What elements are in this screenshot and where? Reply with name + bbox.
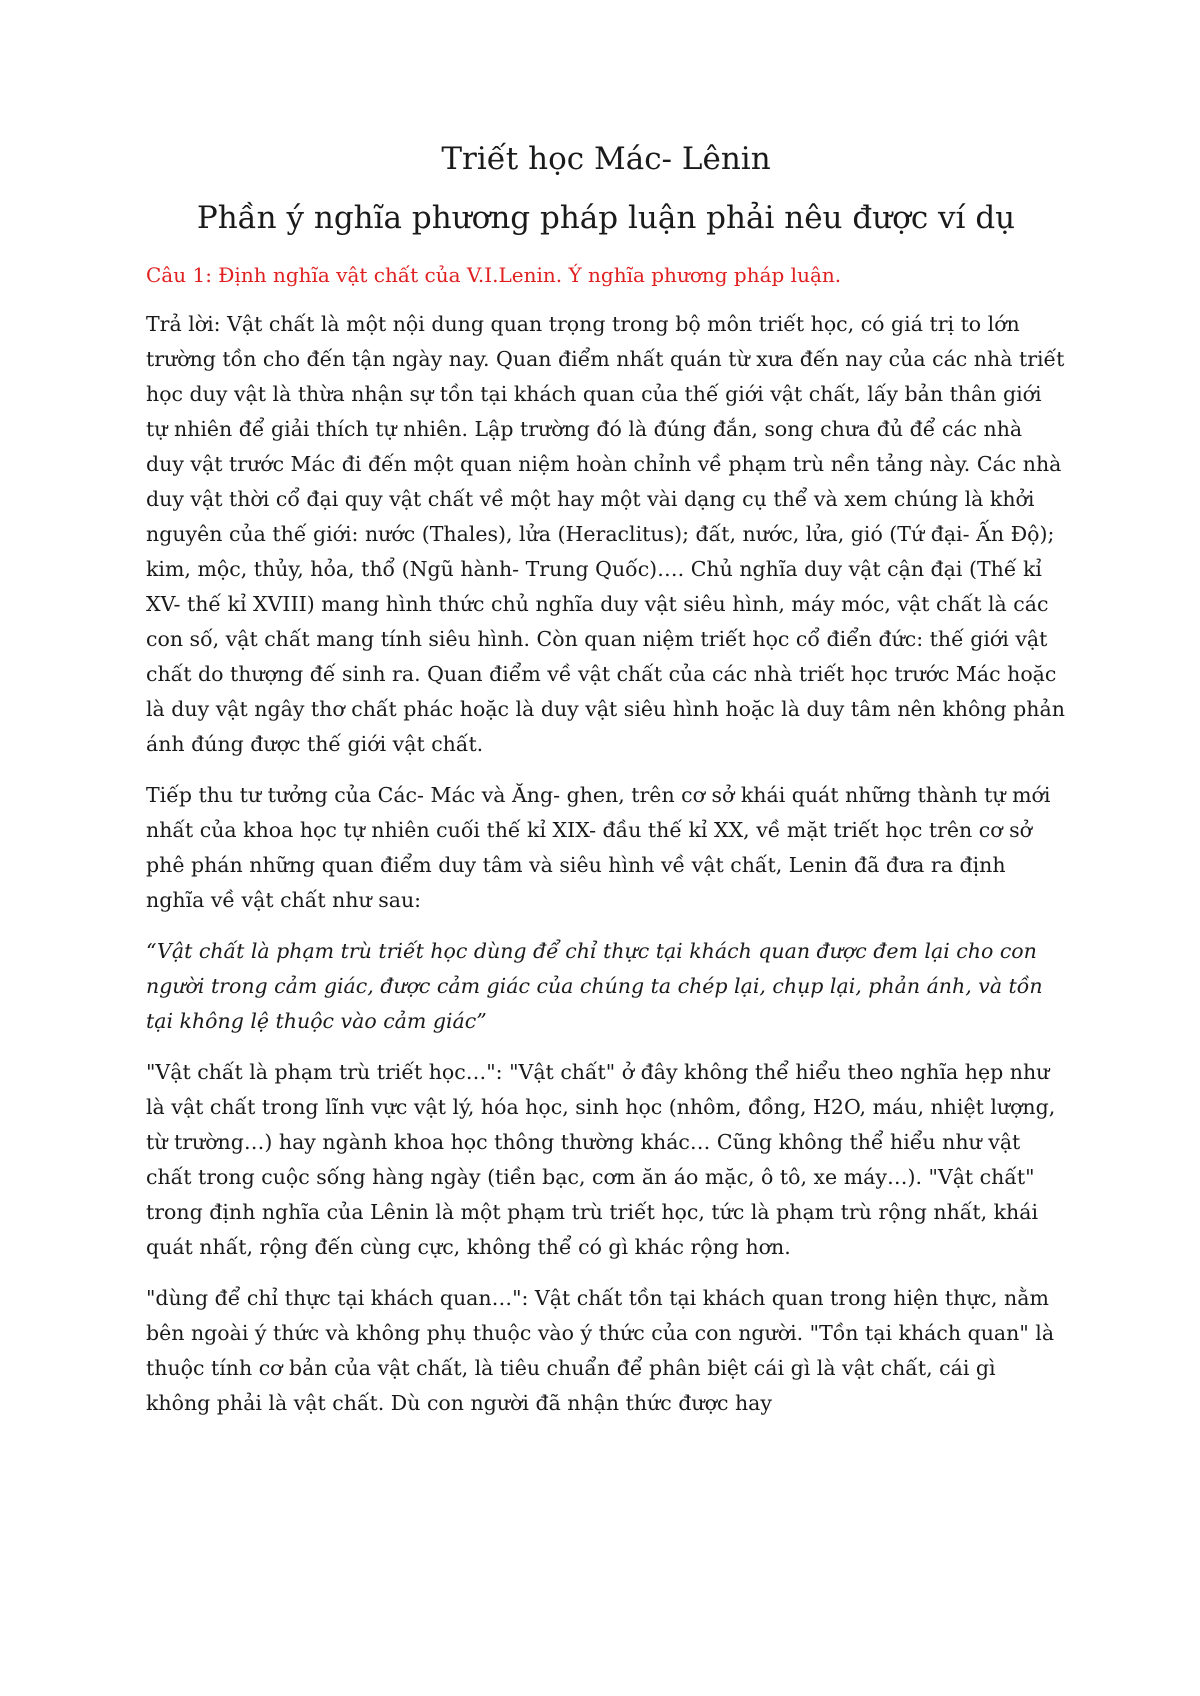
document-subtitle: Phần ý nghĩa phương pháp luận phải nêu được ví dụ bbox=[196, 199, 1016, 236]
document-page bbox=[146, 140, 1066, 1437]
question-heading: Câu 1: Định nghĩa vật chất của V.I.Lenin. Ý nghĩa phương pháp luận. bbox=[146, 262, 842, 287]
paragraph-lenin-context: Tiếp thu tư tưởng của Các- Mác và Ăng- ghen, trên cơ sở khái quát những thành tự mới nhất của khoa học tự nhiên cuối thế kỉ XIX- đầu thế kỉ XX, về mặt triết học trên cơ sở phê phán những quan điểm duy tâm và siêu hình về vật chất, Lenin đã đưa ra định nghĩa về vật chất như sau: bbox=[146, 782, 1051, 912]
paragraph-answer-intro: Trả lời: Vật chất là một nội dung quan trọng trong bộ môn triết học, có giá trị to lớn trường tồn cho đến tận ngày nay. Quan điểm nhất quán từ xưa đến nay của các nhà triết học duy vật là thừa nhận sự tồn tại khách quan của thế giới vật chất, lấy bản thân giới tự nhiên để giải thích tự nhiên. Lập trường đó là đúng đắn, song chưa đủ để các nhà duy vật trước Mác đi đến một quan niệm hoàn chỉnh về phạm trù nền tảng này. Các nhà duy vật thời cổ đại quy vật chất về một hay một vài dạng cụ thể và xem chúng là khởi nguyên của thế giới: nước (Thales), lửa (Heraclitus); đất, nước, lửa, gió (Tứ đại- Ấn Độ); kim, mộc, thủy, hỏa, thổ (Ngũ hành- Trung Quốc)…. Chủ nghĩa duy vật cận đại (Thế kỉ XV- thế kỉ XVIII) mang hình thức chủ nghĩa duy vật siêu hình, máy móc, vật chất là các con số, vật chất mang tính siêu hình. Còn quan niệm triết học cổ điển đức: thế giới vật chất do thượng đế sinh ra. Quan điểm về vật chất của các nhà triết học trước Mác hoặc là duy vật ngây thơ chất phác hoặc là duy vật siêu hình hoặc là duy tâm nên không phản ánh đúng được thế giới vật chất. bbox=[146, 311, 1065, 756]
paragraph-category-explanation: "Vật chất là phạm trù triết học…": "Vật chất" ở đây không thể hiểu theo nghĩa hẹp như là vật chất trong lĩnh vực vật lý, hóa học, sinh học (nhôm, đồng, H2O, máu, nhiệt lượng, từ trường…) hay ngành khoa học thông thường khác… Cũng không thể hiểu như vật chất trong cuộc sống hàng ngày (tiền bạc, cơm ăn áo mặc, ô tô, xe máy…). "Vật chất" trong định nghĩa của Lênin là một phạm trù triết học, tức là phạm trù rộng nhất, khái quát nhất, rộng đến cùng cực, không thể có gì khác rộng hơn. bbox=[146, 1059, 1056, 1259]
paragraph-definition-quote: “Vật chất là phạm trù triết học dùng để chỉ thực tại khách quan được đem lại cho con người trong cảm giác, được cảm giác của chúng ta chép lại, chụp lại, phản ánh, và tồn tại không lệ thuộc vào cảm giác” bbox=[146, 938, 1043, 1033]
document-title: Triết học Mác- Lênin bbox=[441, 141, 771, 177]
paragraph-objective-reality: "dùng để chỉ thực tại khách quan…": Vật chất tồn tại khách quan trong hiện thực, nằm bên ngoài ý thức và không phụ thuộc vào ý thức của con người. "Tồn tại khách quan" là thuộc tính cơ bản của vật chất, là tiêu chuẩn để phân biệt cái gì là vật chất, cái gì không phải là vật chất. Dù con người đã nhận thức được hay bbox=[146, 1285, 1055, 1415]
